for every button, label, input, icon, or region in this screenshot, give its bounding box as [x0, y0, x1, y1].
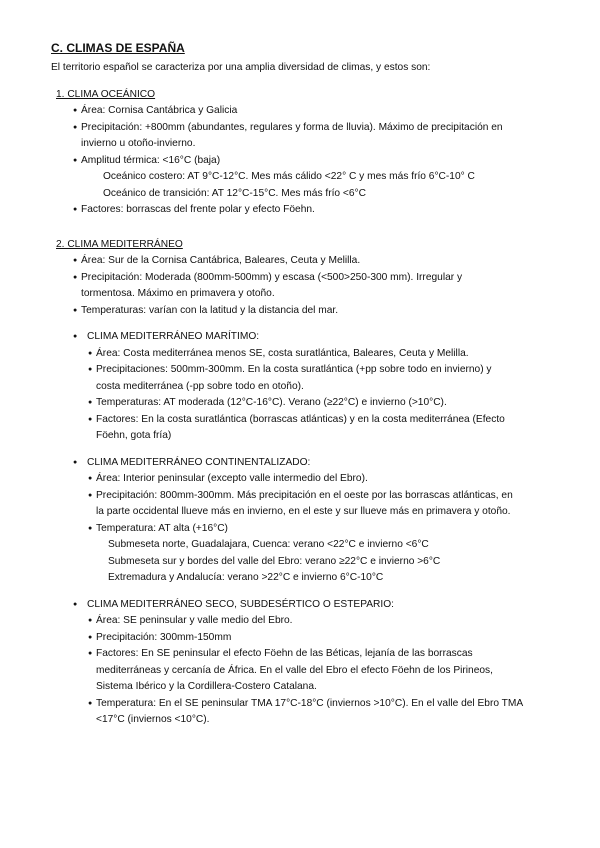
line-text: costa mediterránea (-pp sobre todo en otoño). — [96, 380, 304, 392]
list-item: ● Área: Sur de la Cornisa Cantábrica, Baleares, Ceuta y Melilla. — [51, 253, 570, 270]
list-item — [51, 646, 570, 696]
line-text: Sistema Ibérico y la Cordillera-Costero Catalana. — [96, 681, 317, 692]
list-item — [51, 696, 570, 729]
subsection-heading-maritimo: ● CLIMA MEDITERRÁNEO MARÍTIMO: — [51, 329, 570, 346]
sub-line: Extremadura y Andalucía: verano >22°C e invierno 6°C-10°C — [108, 572, 384, 583]
list-item — [51, 412, 570, 445]
line-text: Föehn, gota fría) — [96, 430, 172, 441]
subsection-heading-seco: ● CLIMA MEDITERRÁNEO SECO, SUBDESÉRTICO O ESTEPARIO: — [51, 597, 570, 614]
line-text: Precipitación: 800mm-300mm. Más precipitación en el oeste por las borrascas atlánticas, en — [96, 489, 513, 501]
list-item: ● Factores: borrascas del frente polar y efecto Föehn. — [51, 202, 570, 219]
line-text: Precipitaciones: 500mm-300mm. En la costa suratlántica (+pp sobre todo en invierno) y — [96, 364, 492, 375]
sub-line: Submeseta norte, Guadalajara, Cuenca: verano <22°C e invierno <6°C — [108, 539, 429, 550]
line-text: Factores: En SE peninsular el efecto Föehn de las Béticas, lejanía de las borrascas — [96, 648, 473, 659]
list-item — [51, 362, 570, 395]
list-item: ● Temperatura: AT alta (+16°C) — [51, 521, 570, 538]
line-text: Precipitación: Moderada (800mm-500mm) y escasa (<500>250-300 mm). Irregular y — [81, 271, 463, 283]
list-item: ● Amplitud térmica: <16°C (baja) — [51, 153, 570, 170]
intro-paragraph: El territorio español se caracteriza por una amplia diversidad de climas, y estos son: — [51, 62, 431, 73]
section-heading-oceanico: 1. CLIMA OCEÁNICO — [56, 88, 156, 100]
list-item: ● Área: Interior peninsular (excepto valle intermedio del Ebro). — [51, 471, 570, 488]
line-text: Precipitación: +800mm (abundantes, regulares y forma de lluvia). Máximo de precipitación en — [81, 121, 503, 133]
subsection-heading-continental: ● CLIMA MEDITERRÁNEO CONTINENTALIZADO: — [51, 455, 570, 472]
list-item: ● Área: Costa mediterránea menos SE, costa suratlántica, Baleares, Ceuta y Melilla. — [51, 346, 570, 363]
list-item: ● Temperaturas: AT moderada (12°C-16°C). Verano (≥22°C) e invierno (>10°C). — [51, 395, 570, 412]
list-item: ● Temperaturas: varían con la latitud y la distancia del mar. — [51, 303, 570, 320]
list-item — [51, 270, 570, 303]
line-text: invierno u otoño-invierno. — [81, 138, 196, 149]
line-text: Factores: En la costa suratlántica (borrascas atlánticas) y en la costa mediterránea (Efecto — [96, 413, 505, 425]
line-text: <17°C (inviernos <10°C). — [96, 714, 210, 725]
line-text: mediterráneas y cercanía de África. En el valle del Ebro el efecto Föehn de los Pirineos, — [96, 664, 493, 676]
line-text: Temperatura: En el SE peninsular TMA 17°C-18°C (inviernos >10°C). En el valle del Ebro TMA — [96, 697, 524, 709]
list-item: ● Precipitación: 300mm-150mm — [51, 630, 570, 647]
section-heading-mediterraneo: 2. CLIMA MEDITERRÁNEO — [56, 238, 183, 250]
sub-line: Oceánico costero: AT 9°C-12°C. Mes más cálido <22° C y mes más frío 6°C-10° C — [103, 171, 475, 182]
line-text: tormentosa. Máximo en primavera y otoño. — [81, 288, 275, 299]
sub-line: Oceánico de transición: AT 12°C-15°C. Mes más frío <6°C — [103, 187, 366, 199]
page-title: C. CLIMAS DE ESPAÑA — [51, 41, 185, 55]
list-item — [51, 120, 570, 153]
list-item — [51, 488, 570, 521]
list-item: ● Área: Cornisa Cantábrica y Galicia — [51, 103, 570, 120]
line-text: la parte occidental llueve más en invierno, en el este y sur llueve más en primavera y otoño. — [96, 506, 511, 517]
list-item: ● Área: SE peninsular y valle medio del Ebro. — [51, 613, 570, 630]
sub-line: Submeseta sur y bordes del valle del Ebro: verano ≥22°C e invierno >6°C — [108, 555, 441, 567]
